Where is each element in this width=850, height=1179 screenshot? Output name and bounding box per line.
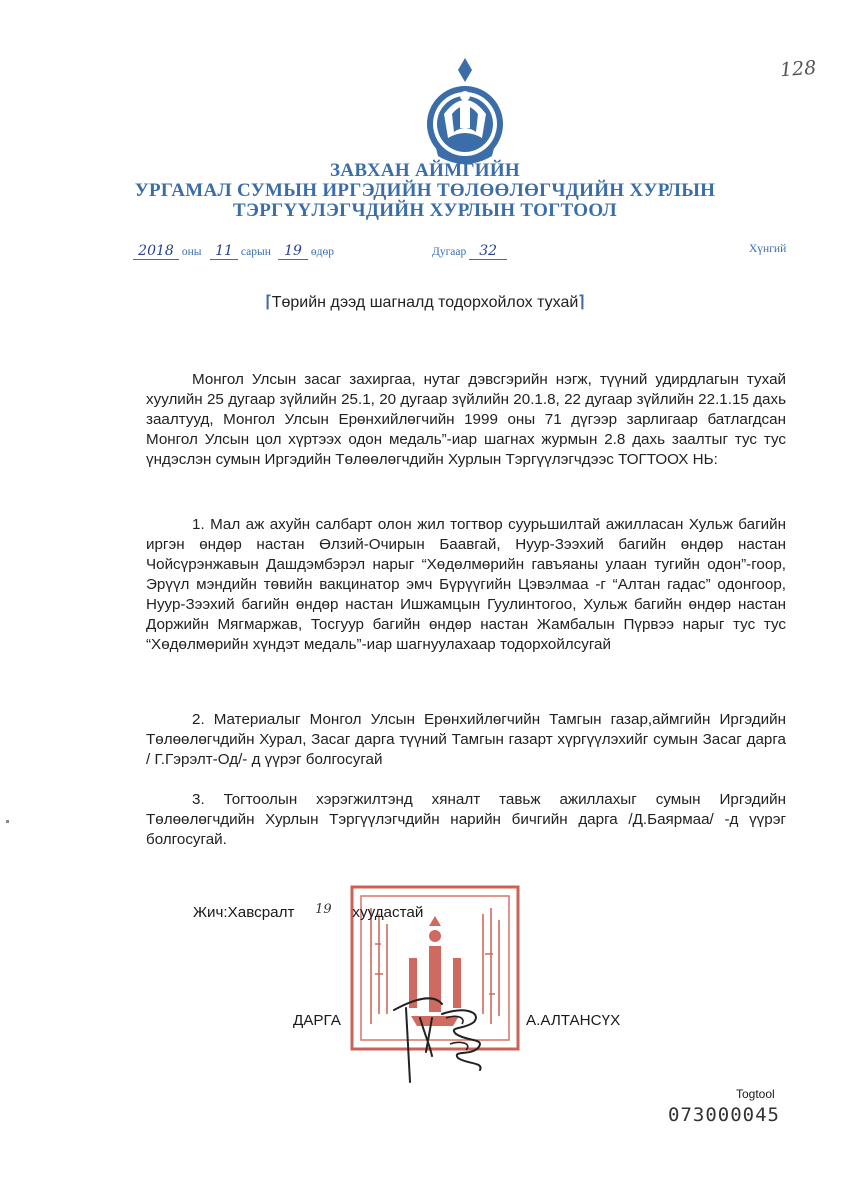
bracket-right-icon: ⌉ — [578, 294, 585, 311]
date-day — [278, 243, 334, 260]
month-value: 11 — [210, 243, 238, 260]
signatory-title: ДАРГА — [293, 1012, 341, 1029]
year-value: 2018 — [133, 243, 179, 260]
attachment-prefix: Жич:Хавсралт — [193, 904, 295, 921]
date-year — [133, 243, 202, 260]
year-label: оны — [181, 246, 202, 258]
footer-label: Togtool — [736, 1087, 775, 1101]
state-emblem-icon — [422, 56, 508, 166]
bracket-left-icon: ⌈ — [265, 294, 272, 311]
place: Хүнгий — [749, 243, 787, 255]
attachment-count: 19 — [315, 902, 332, 917]
month-label: сарын — [240, 246, 271, 258]
attachment-note — [193, 902, 423, 921]
preamble-paragraph: Монгол Улсын засаг захиргаа, нутаг дэвсгэрийн нэгж, түүний удирдлагын тухай хуулийн 25 дугаар зүйлийн 25.1, 20 дугаар зүйлийн 20.1.8, 22 дугаар зүйлийн 22.1.15 дахь заалтууд, Монгол Улсын Ерөнхийлөгчийн 1999 оны 71 дүгээр зарлигаар батлагдсан Монгол Улсын цол хүртээх одон медаль”-иар шагнах журмын 2.8 дахь заалтыг тус тус үндэслэн сумын Иргэдийн Төлөөлөгчдийн Хурлын Тэргүүлэгчдээс ТОГТООХ НЬ: — [146, 371, 786, 468]
doc-number — [432, 243, 507, 260]
resolution-item-2: 2. Материалыг Монгол Улсын Ерөнхийлөгчийн Тамгын газар,аймгийн Иргэдийн Төлөөлөгчдийн Хурал, Засаг дарга түүний Тамгын газарт хүргүүлэхийг сумын Засаг дарга / Г.Гэрэлт-Од/- д үүрэг болгосугай — [146, 711, 786, 768]
number-label: Дугаар — [432, 246, 467, 258]
footer-serial: 073000045 — [668, 1104, 780, 1126]
header-line-3: ТЭРГҮҮЛЭГЧДИЙН ХУРЛЫН ТОГТООЛ — [233, 200, 617, 221]
date-month — [210, 243, 271, 260]
header-line-2: УРГАМАЛ СУМЫН ИРГЭДИЙН ТӨЛӨӨЛӨГЧДИЙН ХУРЛЫН — [134, 180, 716, 201]
number-value: 32 — [469, 243, 507, 260]
signatory-name: А.АЛТАНСҮХ — [526, 1012, 621, 1029]
header-line-1: ЗАВХАН АЙМГИЙН — [330, 160, 520, 181]
day-label: өдөр — [310, 246, 334, 258]
resolution-item-3: 3. Тогтоолын хэрэгжилтэнд хяналт тавьж ажиллахыг сумын Иргэдийн Төлөөлөгчдийн Хурлын Тэргүүлэгчдийн нарийн бичгийн дарга /Д.Баярмаа/ -д үүрэг болгосугай. — [146, 791, 786, 848]
day-value: 19 — [278, 243, 308, 260]
attachment-suffix: хуудастай — [352, 904, 424, 921]
resolution-item-1: 1. Мал аж ахуйн салбарт олон жил тогтвор суурьшилтай ажилласан Хульж багийн иргэн өндөр настан Өлзий-Очирын Баавгай, Нуур-Зээхий багийн өндөр настан Чойсүрэнжавын Дашдэмбэрэл нарыг “Хөдөлмөрийн гавъяаны улаан тугийн одон”-гоор, Эрүүл мэндийн төвийн вакцинатор эмч Бүрүүгийн Цэвэлмаа -г “Алтан гадас” одонгоор, Нуур-Зээхий багийн өндөр настан Ишжамцын Гуулинтогоо, Хульж багийн өндөр настан Доржийн Мягмаржав, Тосгуур багийн өндөр настан Жамбалын Пүрвээ нарыг тус тус “Хөдөлмөрийн хүндэт медаль”-иар шагнуулахаар тодорхойлсугай — [146, 516, 786, 653]
handwritten-signature — [386, 988, 506, 1088]
margin-dot — [6, 820, 9, 823]
subject-line — [0, 292, 850, 312]
subject-text: Төрийн дээд шагналд тодорхойлох тухай — [271, 294, 579, 311]
page-number: 128 — [779, 56, 817, 82]
